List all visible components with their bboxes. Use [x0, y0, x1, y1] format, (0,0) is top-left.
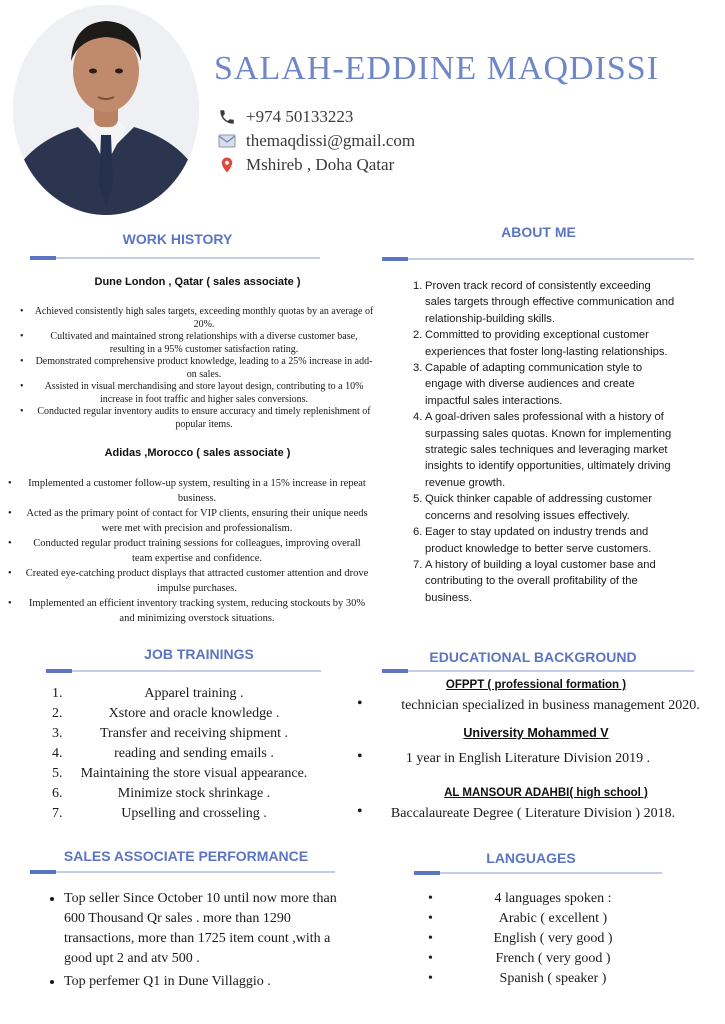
- list-item: • Conducted regular inventory audits to ensure accuracy and timely replenishment of popular items.: [34, 406, 374, 431]
- school-name: University Mohammed V: [463, 726, 609, 740]
- item-text: Arabic ( excellent ): [498, 911, 608, 926]
- list-item: • English ( very good ): [428, 931, 658, 951]
- list-item: • Arabic ( excellent ): [428, 911, 658, 931]
- education-divider: [382, 670, 694, 672]
- item-number: 1.: [413, 280, 423, 292]
- list-item: • Top seller Since October 10 until now more than 600 Thousand Qr sales . more than 1290 transactions, more than 1725 item count ,with a good upt 2 and atv 500 .: [64, 889, 349, 969]
- item-text: French ( very good ): [495, 951, 611, 966]
- location-text: Mshireb , Doha Qatar: [246, 155, 395, 174]
- phone-text: +974 50133223: [246, 107, 354, 126]
- list-item: • Created eye-catching product displays that attracted customer attention and drove impulse purchases.: [22, 566, 372, 596]
- list-item: • Conducted regular product training sessions for colleagues, improving overall team expertise and confidence.: [22, 536, 372, 566]
- item-number: 2.: [413, 329, 423, 342]
- job-bullets: [34, 306, 374, 431]
- school-detail: technician specialized in business management 2020.: [401, 698, 700, 713]
- email-row: [218, 131, 415, 151]
- item-text: Quick thinker capable of addressing customer concerns and resolving issues effectively.: [425, 493, 652, 522]
- list-item: • Top perfemer Q1 in Dune Villaggio .: [64, 972, 349, 992]
- list-item: [52, 806, 322, 826]
- school-name: OFPPT ( professional formation ): [445, 679, 627, 691]
- item-number: 1.: [52, 686, 63, 701]
- list-item: [52, 746, 322, 766]
- work-history-title: WORK HISTORY: [122, 231, 233, 247]
- email-text: themaqdissi@gmail.com: [246, 131, 416, 150]
- item-number: 5.: [413, 493, 423, 506]
- item-text: Apparel training .: [144, 686, 244, 701]
- item-text: Xstore and oracle knowledge .: [108, 706, 280, 721]
- list-item: [413, 409, 675, 491]
- candidate-name: SALAH-EDDINE MAQDISSI: [214, 50, 660, 87]
- item-number: 7.: [52, 806, 63, 821]
- job-title: Dune London , Qatar ( sales associate ): [94, 276, 301, 288]
- phone-icon: [218, 108, 236, 126]
- item-number: 3.: [52, 726, 63, 741]
- list-item: [413, 327, 675, 360]
- email-icon: [218, 133, 236, 149]
- item-text: Committed to providing exceptional customer experiences that foster long-lasting relationships.: [425, 329, 668, 358]
- job-title: Adidas ,Morocco ( sales associate ): [104, 447, 291, 459]
- list-item: • Implemented an efficient inventory tracking system, reducing stockouts by 30% and minimizing overstock situations.: [22, 596, 372, 626]
- list-item: • Acted as the primary point of contact for VIP clients, ensuring their unique needs were met with precision and professionalism.: [22, 506, 372, 536]
- trainings-list: [52, 686, 322, 826]
- list-item: [413, 491, 675, 524]
- school-name: AL MANSOUR ADAHBI( high school ): [444, 787, 648, 799]
- item-text: Proven track record of consistently exceeding sales targets through effective communication and relationship-building skills.: [425, 280, 675, 325]
- job-bullets: [22, 476, 372, 626]
- work-history-divider: [30, 257, 320, 259]
- bullet-dot: •: [357, 695, 363, 712]
- list-item: • Implemented a customer follow-up system, resulting in a 15% increase in repeat business.: [22, 476, 372, 506]
- school-detail: Baccalaureate Degree ( Literature Division ) 2018.: [390, 806, 676, 821]
- list-item: [413, 360, 675, 409]
- item-text: A goal-driven sales professional with a history of surpassing sales quotas. Known for implementing strategic sales techniques and leveraging market insights to identify opportunities, ultimately driving revenue growth.: [425, 411, 672, 489]
- item-text: Upselling and crosseling .: [121, 806, 267, 821]
- trainings-title: JOB TRAININGS: [144, 646, 254, 662]
- school-detail: 1 year in English Literature Division 2019 .: [405, 751, 651, 766]
- location-row: [218, 155, 394, 175]
- list-item: [413, 557, 675, 606]
- list-item: • Achieved consistently high sales targets, exceeding monthly quotas by an average of 20%.: [34, 306, 374, 331]
- languages-divider: [414, 872, 662, 874]
- item-number: 3.: [413, 362, 423, 375]
- item-number: 5.: [52, 766, 63, 781]
- item-text: Transfer and receiving shipment .: [99, 726, 289, 741]
- list-item: • Assisted in visual merchandising and store layout design, contributing to a 10% increase in foot traffic and higher sales conversions.: [34, 381, 374, 406]
- about-title: ABOUT ME: [501, 224, 576, 240]
- list-item: [52, 766, 322, 786]
- item-number: 4.: [413, 411, 423, 424]
- about-divider: [382, 258, 694, 260]
- item-number: 6.: [52, 786, 63, 801]
- list-item: • Demonstrated comprehensive product knowledge, leading to a 25% increase in add-on sales.: [34, 356, 374, 381]
- languages-list: [428, 891, 658, 991]
- education-title: EDUCATIONAL BACKGROUND: [429, 649, 637, 665]
- item-number: 7.: [413, 558, 423, 571]
- item-text: A history of building a loyal customer base and contributing to the overall profitability of the business.: [425, 558, 656, 604]
- item-text: Spanish ( speaker ): [499, 971, 607, 986]
- list-item: [52, 706, 322, 726]
- list-item: [52, 786, 322, 806]
- performance-title: SALES ASSOCIATE PERFORMANCE: [63, 848, 309, 864]
- item-text: 4 languages spoken :: [494, 891, 612, 906]
- list-item: [413, 524, 675, 557]
- trainings-divider: [46, 670, 321, 672]
- item-number: 4.: [52, 746, 63, 761]
- item-text: Minimize stock shrinkage .: [117, 786, 271, 801]
- list-item: • Spanish ( speaker ): [428, 971, 658, 991]
- item-text: Capable of adapting communication style to engage with diverse audiences and create impactful sales interactions.: [425, 362, 643, 407]
- item-number: 6.: [413, 526, 423, 539]
- item-text: reading and sending emails .: [114, 746, 274, 761]
- list-item: • French ( very good ): [428, 951, 658, 971]
- person-portrait-icon: [13, 5, 199, 215]
- bullet-dot: •: [357, 803, 363, 820]
- list-item: [413, 278, 675, 327]
- profile-photo: [13, 5, 199, 215]
- item-number: 2.: [52, 706, 63, 721]
- list-item: • Cultivated and maintained strong relationships with a diverse customer base, resulting in a 95% customer satisfaction rating.: [34, 331, 374, 356]
- about-list: [413, 278, 675, 606]
- bullet-dot: •: [357, 748, 363, 765]
- languages-title: LANGUAGES: [486, 850, 576, 866]
- item-text: English ( very good ): [493, 931, 613, 946]
- performance-divider: [30, 871, 335, 873]
- list-item: • 4 languages spoken :: [428, 891, 658, 911]
- performance-list: [48, 889, 349, 992]
- list-item: [52, 726, 322, 746]
- phone-row: [218, 107, 353, 127]
- item-text: Maintaining the store visual appearance.: [80, 766, 308, 781]
- item-text: Eager to stay updated on industry trends and product knowledge to better serve customers.: [425, 526, 652, 555]
- list-item: [52, 686, 322, 706]
- location-pin-icon: [218, 156, 236, 174]
